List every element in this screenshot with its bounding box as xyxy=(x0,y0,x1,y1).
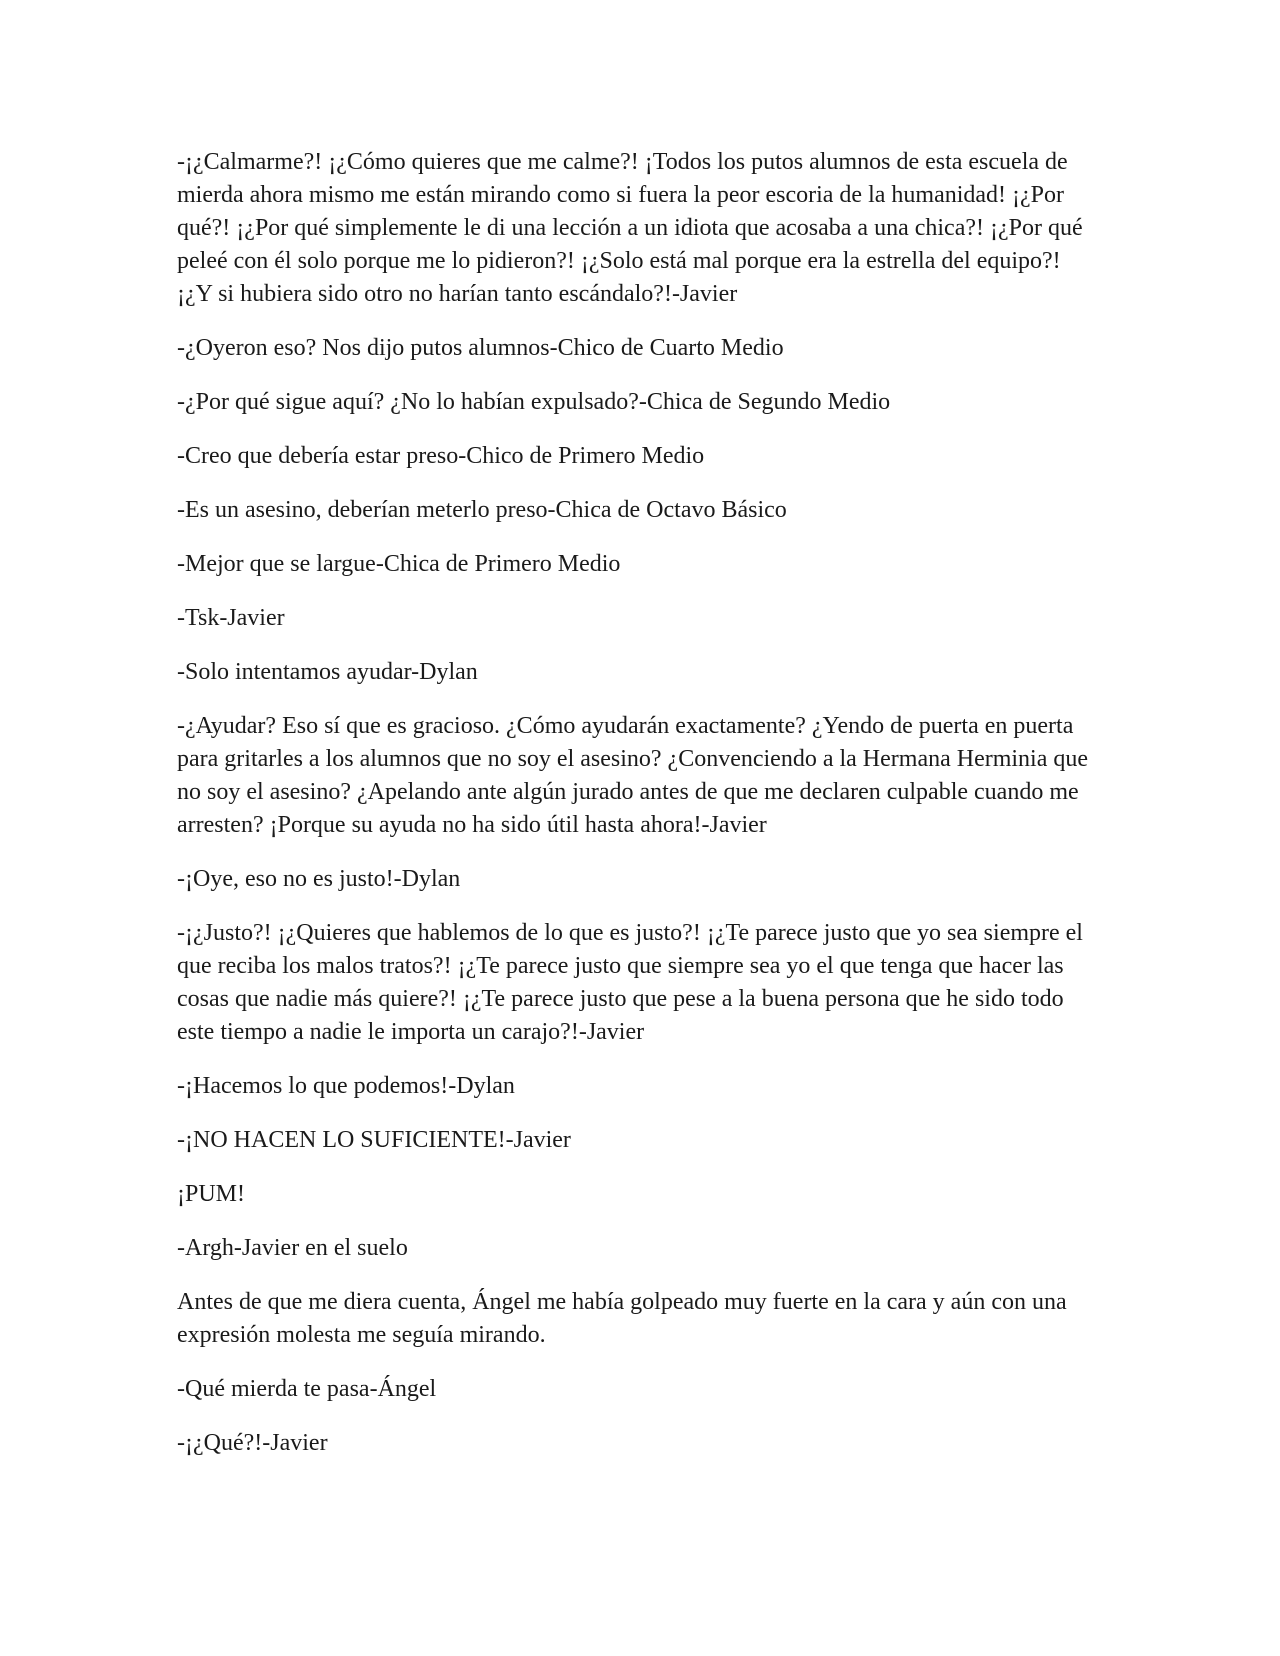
paragraph: -¡NO HACEN LO SUFICIENTE!-Javier xyxy=(177,1127,571,1153)
paragraph: -¡¿Calmarme?! ¡¿Cómo quieres que me calme?! ¡Todos los putos alumnos de esta escuela de mierda ahora mismo me están mirando como si fuera la peor escoria de la humanidad! ¡¿Por qué?! ¡¿Por qué simplemente le di una lección a un idiota que acosaba a una chica?! ¡¿Por qué peleé con él solo porque me lo pidieron?! ¡¿Solo está mal porque era la estrella del equipo?! ¡¿Y si hubiera sido otro no harían tanto escándalo?!-Javier xyxy=(177,149,1083,307)
paragraph: Antes de que me diera cuenta, Ángel me había golpeado muy fuerte en la cara y aún con una expresión molesta me seguía mirando. xyxy=(177,1289,1067,1348)
paragraph: ¡PUM! xyxy=(177,1181,246,1207)
paragraph: -Argh-Javier en el suelo xyxy=(177,1235,408,1261)
paragraph: -¡Oye, eso no es justo!-Dylan xyxy=(177,866,461,892)
paragraph: -¡¿Justo?! ¡¿Quieres que hablemos de lo que es justo?! ¡¿Te parece justo que yo sea siempre el que reciba los malos tratos?! ¡¿Te parece justo que siempre sea yo el que tenga que hacer las cosas que nadie más quiere?! ¡¿Te parece justo que pese a la buena persona que he sido todo este tiempo a nadie le importa un carajo?!-Javier xyxy=(177,920,1083,1045)
paragraph: -Mejor que se largue-Chica de Primero Medio xyxy=(177,551,621,577)
paragraph: -Es un asesino, deberían meterlo preso-Chica de Octavo Básico xyxy=(177,497,787,523)
paragraph: -¿Por qué sigue aquí? ¿No lo habían expulsado?-Chica de Segundo Medio xyxy=(177,389,891,415)
paragraph: -Creo que debería estar preso-Chico de Primero Medio xyxy=(177,443,705,469)
document-page xyxy=(177,146,1097,1481)
paragraph: -¡¿Qué?!-Javier xyxy=(177,1430,328,1456)
paragraph: -Solo intentamos ayudar-Dylan xyxy=(177,659,478,685)
paragraph: -Tsk-Javier xyxy=(177,605,285,631)
paragraph: -¿Ayudar? Eso sí que es gracioso. ¿Cómo ayudarán exactamente? ¿Yendo de puerta en puerta para gritarles a los alumnos que no soy el asesino? ¿Convenciendo a la Hermana Herminia que no soy el asesino? ¿Apelando ante algún jurado antes de que me declaren culpable cuando me arresten? ¡Porque su ayuda no ha sido útil hasta ahora!-Javier xyxy=(177,713,1089,838)
paragraph: -¡Hacemos lo que podemos!-Dylan xyxy=(177,1073,515,1099)
paragraph: -Qué mierda te pasa-Ángel xyxy=(177,1376,437,1402)
paragraph: -¿Oyeron eso? Nos dijo putos alumnos-Chico de Cuarto Medio xyxy=(177,335,784,361)
